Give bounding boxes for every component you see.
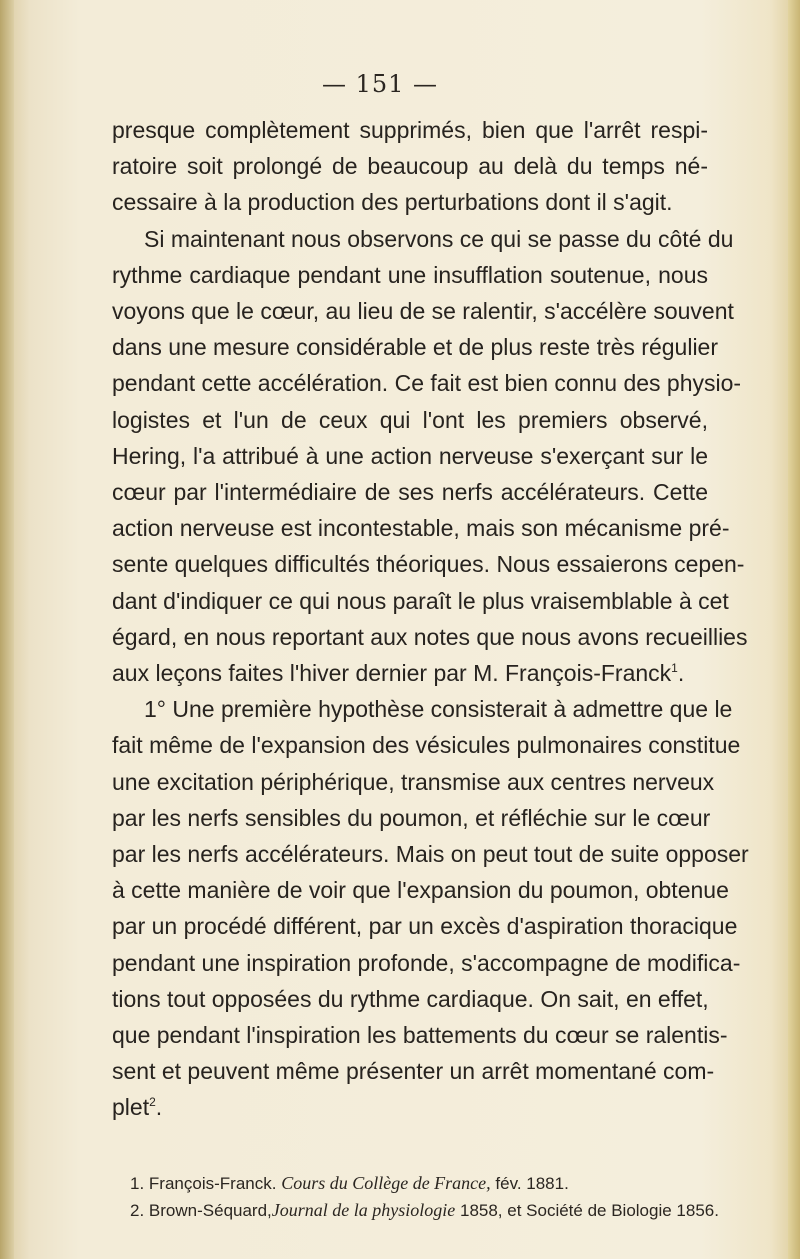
- text-line: cessaire à la production des perturbations dont il s'agit.: [112, 189, 673, 216]
- text-line: dans une mesure considérable et de plus reste très régulier: [112, 334, 719, 361]
- page-edge-right: [788, 0, 800, 1259]
- text-line: 1° Une première hypothèse consisterait à admettre que le: [144, 696, 733, 723]
- page-number: — 151 —: [321, 70, 439, 98]
- footnote-1: [130, 1170, 730, 1197]
- paragraph-3: [112, 691, 749, 1125]
- text-line-content: aux leçons faites l'hiver dernier par M. François-Franck: [112, 660, 672, 687]
- text-line: par les nerfs accélérateurs. Mais on peut tout de suite opposer: [112, 841, 749, 868]
- text-line: cœur par l'intermédiaire de ses nerfs accélérateurs. Cette: [112, 479, 708, 506]
- body-text: [112, 112, 749, 1126]
- text-line: une excitation périphérique, transmise aux centres nerveux: [112, 768, 715, 795]
- text-line: que pendant l'inspiration les battements du cœur se ralentis-: [112, 1022, 728, 1049]
- text-line: [112, 655, 708, 691]
- footnote-details: 1858, et Société de Biologie 1856.: [459, 1201, 719, 1220]
- footnote-title: Journal de la physiologie: [271, 1200, 456, 1220]
- footnote-title: Cours du Collège de France,: [281, 1173, 491, 1193]
- footnote-details: fév. 1881.: [495, 1174, 569, 1193]
- text-line: Hering, l'a attribué à une action nerveuse s'exerçant sur le: [112, 442, 708, 469]
- footnote-number: 1.: [130, 1174, 145, 1193]
- text-line: égard, en nous reportant aux notes que nous avons recueillies: [112, 623, 748, 650]
- text-line: tions tout opposées du rythme cardiaque. On sait, en effet,: [112, 985, 709, 1012]
- footnote-ref-1[interactable]: 1: [671, 661, 678, 676]
- text-line: voyons que le cœur, au lieu de se ralentir, s'accélère souvent: [112, 298, 734, 325]
- text-line: action nerveuse est incontestable, mais son mécanisme pré-: [112, 515, 730, 542]
- text-line-content: plet: [112, 1094, 150, 1121]
- text-line: sent et peuvent même présenter un arrêt momentané com-: [112, 1058, 715, 1085]
- text-line: dant d'indiquer ce qui nous paraît le plus vraisemblable à cet: [112, 587, 729, 614]
- text-line: Si maintenant nous observons ce qui se passe du côté du: [144, 225, 734, 252]
- footnote-2: [130, 1197, 730, 1224]
- footnote-author: François-Franck.: [148, 1174, 277, 1193]
- text-line: [112, 1089, 708, 1125]
- paragraph-2: [112, 221, 748, 692]
- paragraph-1: [112, 112, 708, 221]
- text-line: rythme cardiaque pendant une insufflation soutenue, nous: [112, 261, 708, 288]
- text-line: fait même de l'expansion des vésicules pulmonaires constitue: [112, 732, 741, 759]
- text-line: par un procédé différent, par un excès d'aspiration thoracique: [112, 913, 738, 940]
- text-line: par les nerfs sensibles du poumon, et réfléchie sur le cœur: [112, 804, 711, 831]
- text-line: logistes et l'un de ceux qui l'ont les premiers observé,: [112, 406, 708, 433]
- text-line: pendant une inspiration profonde, s'accompagne de modifica-: [112, 949, 741, 976]
- footnote-author: Brown-Séquard,: [148, 1201, 272, 1220]
- footnote-number: 2.: [130, 1201, 145, 1220]
- text-line: ratoire soit prolongé de beaucoup au delà du temps né-: [112, 153, 708, 180]
- sentence-end: .: [155, 1094, 163, 1121]
- page-edge-left: [0, 0, 14, 1259]
- text-line: pendant cette accélération. Ce fait est bien connu des physio-: [112, 370, 742, 397]
- text-line: à cette manière de voir que l'expansion du poumon, obtenue: [112, 877, 729, 904]
- footnote-ref-2[interactable]: 2: [149, 1095, 156, 1110]
- footnotes: [130, 1170, 730, 1224]
- sentence-end: .: [677, 660, 685, 687]
- text-line: sente quelques difficultés théoriques. Nous essaierons cepen-: [112, 551, 745, 578]
- text-line: presque complètement supprimés, bien que l'arrêt respi-: [112, 117, 708, 143]
